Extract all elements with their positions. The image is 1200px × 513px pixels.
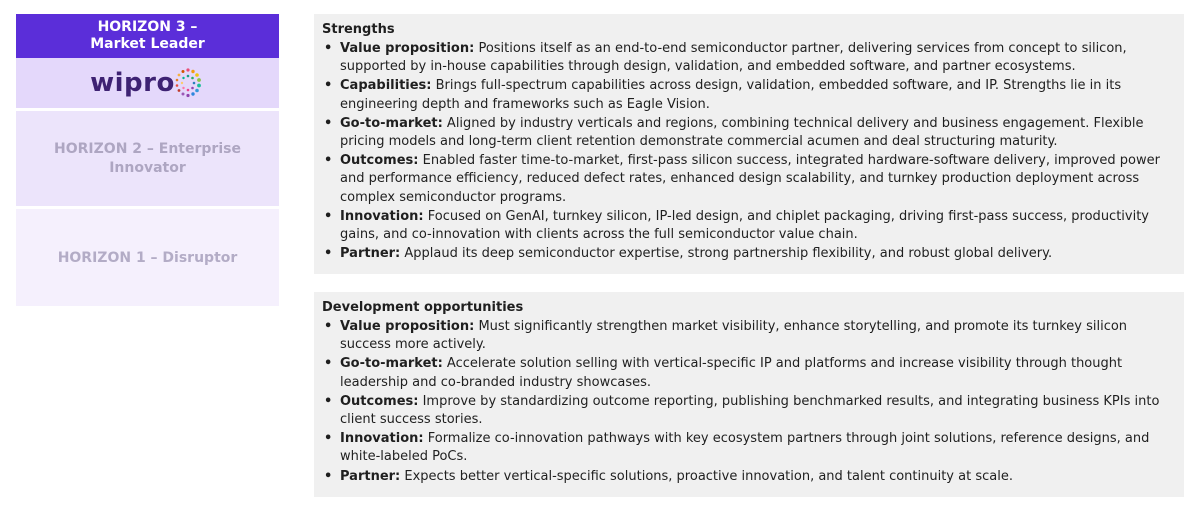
strengths-list	[322, 40, 1176, 263]
item-label: Capabilities:	[340, 78, 432, 94]
horizon-1-box	[16, 209, 279, 306]
horizon-2-line1: HORIZON 2 – Enterprise	[54, 140, 241, 157]
list-item	[322, 245, 1176, 263]
item-label: Outcomes:	[340, 153, 419, 169]
logo-box	[16, 58, 279, 111]
list-item	[322, 318, 1176, 354]
item-text: Focused on GenAI, turnkey silicon, IP-led design, and chiplet packaging, driving first-pass success, productivity gains, and co-innovation with clients across the full semiconductor value chain.	[340, 208, 1150, 243]
item-text: Aligned by industry verticals and regions, combining technical delivery and business engagement. Flexible pricing models and long-term client retention demonstrate commercial acumen and deal structuring maturity.	[340, 115, 1144, 150]
item-text: Must significantly strengthen market visibility, enhance storytelling, and promote its turnkey silicon success more actively.	[340, 319, 1128, 353]
list-item	[322, 115, 1176, 151]
horizon-column	[16, 14, 279, 306]
item-label: Partner:	[340, 246, 401, 262]
development-list	[322, 318, 1176, 486]
horizon-1-label: HORIZON 1 – Disruptor	[57, 249, 238, 266]
development-title: Development opportunities	[322, 300, 524, 315]
list-item	[322, 468, 1176, 486]
strengths-title: Strengths	[322, 22, 395, 37]
item-text: Applaud its deep semiconductor expertise, strong partnership flexibility, and robust global delivery.	[400, 246, 1053, 262]
wipro-logo	[90, 66, 205, 100]
item-label: Partner:	[340, 468, 401, 484]
list-item	[322, 152, 1176, 207]
item-text: Formalize co-innovation pathways with key ecosystem partners through joint solutions, reference designs, and white-labeled PoCs.	[340, 431, 1150, 465]
horizon-2-box	[16, 111, 279, 209]
list-item	[322, 208, 1176, 244]
list-item	[322, 355, 1176, 391]
item-label: Go-to-market:	[340, 356, 443, 372]
horizon-2-line2: Innovator	[109, 159, 186, 176]
logo-text: wipro	[90, 68, 175, 98]
item-label: Innovation:	[340, 431, 424, 447]
item-label: Innovation:	[340, 208, 424, 224]
item-text: Improve by standardizing outcome reporting, publishing benchmarked results, and integrating business KPIs into client success stories.	[340, 393, 1160, 428]
list-item	[322, 430, 1176, 466]
item-label: Value proposition:	[340, 41, 475, 56]
list-item	[322, 77, 1176, 113]
item-text: Expects better vertical-specific solutions, proactive innovation, and talent continuity at scale.	[400, 468, 1013, 484]
item-text: Brings full-spectrum capabilities across design, validation, embedded software, and IP. Strengths lie in its engineering depth and frameworks such as Eagle Vision.	[340, 78, 1122, 112]
item-label: Outcomes:	[340, 393, 419, 409]
strengths-panel	[314, 14, 1184, 274]
list-item	[322, 40, 1176, 76]
horizon-3-line2: Market Leader	[90, 36, 205, 52]
horizon-3-header	[16, 14, 279, 58]
list-item	[322, 393, 1176, 429]
development-panel	[314, 292, 1184, 497]
item-label: Go-to-market:	[340, 115, 443, 131]
horizon-3-line1: HORIZON 3 –	[97, 19, 198, 35]
item-text: Positions itself as an end-to-end semiconductor partner, delivering services from concept to silicon, supported by in-house capabilities through design, validation, and embedded software, and partner ecosystems.	[340, 41, 1127, 75]
item-label: Value proposition:	[340, 319, 475, 334]
item-text: Enabled faster time-to-market, first-pass silicon success, integrated hardware-software delivery, improved power and performance efficiency, reduced defect rates, enhanced design scalability, and turnkey production deployment across complex semiconductor programs.	[340, 153, 1160, 205]
item-text: Accelerate solution selling with vertical-specific IP and platforms and increase visibility through thought leadership and co-branded industry showcases.	[340, 356, 1123, 390]
logo-dots-icon	[171, 66, 205, 100]
